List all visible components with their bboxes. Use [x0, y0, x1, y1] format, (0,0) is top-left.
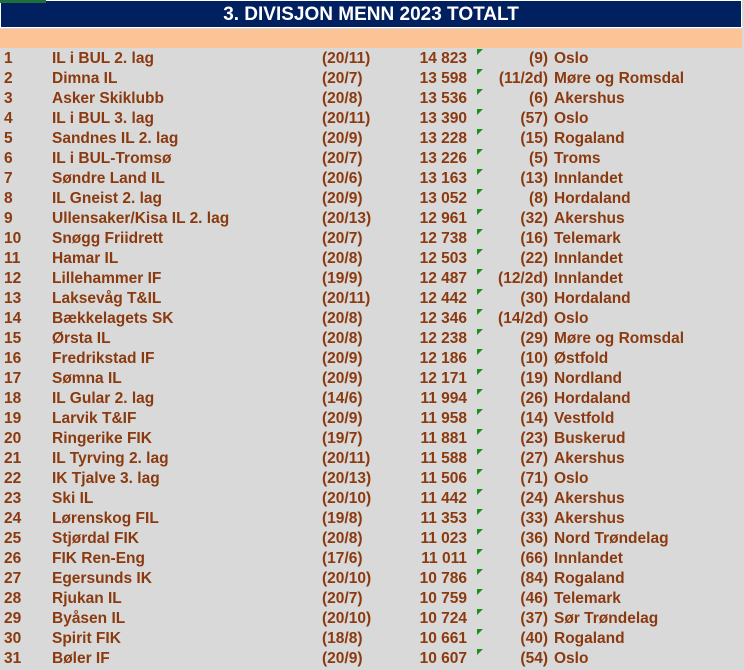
region-rank-cell[interactable]: (57) [520, 110, 548, 127]
club-cell[interactable]: Spirit FIK [52, 630, 121, 647]
region-cell[interactable]: Møre og Romsdal [554, 330, 685, 347]
points-cell[interactable]: 11 994 [420, 390, 467, 407]
points-cell[interactable]: 13 052 [419, 190, 467, 207]
region-cell[interactable]: Innlandet [554, 550, 623, 567]
comment-indicator-icon [477, 249, 483, 255]
region-cell[interactable]: Akershus [554, 450, 625, 467]
region-rank-cell[interactable]: (26) [520, 390, 548, 407]
region-cell[interactable]: Oslo [554, 50, 589, 67]
region-cell[interactable]: Rogaland [554, 130, 625, 147]
record-cell[interactable]: (20/8) [322, 530, 363, 547]
club-cell[interactable]: Lørenskog FIL [52, 510, 159, 527]
region-cell[interactable]: Innlandet [554, 250, 623, 267]
club-cell[interactable]: Fredrikstad IF [52, 350, 155, 367]
points-cell[interactable]: 12 186 [419, 350, 467, 367]
comment-indicator-icon [477, 629, 483, 635]
record-cell[interactable]: (20/7) [322, 590, 363, 607]
record-cell[interactable]: (19/7) [322, 430, 363, 447]
selection-corner-marker [0, 0, 46, 3]
rank-cell[interactable]: 13 [4, 290, 22, 307]
points-cell[interactable]: 12 503 [419, 250, 467, 267]
record-cell[interactable]: (20/9) [322, 650, 363, 667]
comment-indicator-icon [477, 109, 483, 115]
club-cell[interactable]: Laksevåg T&IL [52, 290, 162, 307]
comment-indicator-icon [477, 129, 483, 135]
club-cell[interactable]: Hamar IL [52, 250, 119, 267]
points-cell[interactable]: 12 346 [419, 310, 467, 327]
table-row [0, 469, 744, 489]
region-rank-cell[interactable]: (37) [520, 610, 548, 627]
table-row [0, 509, 744, 529]
region-cell[interactable]: Østfold [554, 350, 609, 367]
rank-cell[interactable]: 3 [4, 90, 13, 107]
record-cell[interactable]: (20/13) [322, 210, 372, 227]
points-cell[interactable]: 11 023 [420, 530, 467, 547]
points-cell[interactable]: 13 226 [419, 150, 467, 167]
table-row [0, 329, 744, 349]
region-cell[interactable]: Sør Trøndelag [554, 610, 659, 627]
region-rank-cell[interactable]: (30) [520, 290, 548, 307]
rank-cell[interactable]: 19 [4, 410, 22, 427]
points-cell[interactable]: 12 738 [419, 230, 467, 247]
rank-cell[interactable]: 14 [4, 310, 22, 327]
rank-cell[interactable]: 31 [4, 650, 22, 667]
table-row [0, 129, 744, 149]
club-cell[interactable]: Dimna IL [52, 70, 118, 87]
points-cell[interactable]: 13 390 [419, 110, 467, 127]
club-cell[interactable]: Bøler IF [52, 650, 110, 667]
region-cell[interactable]: Oslo [554, 310, 589, 327]
region-rank-cell[interactable]: (16) [520, 230, 548, 247]
region-rank-cell[interactable]: (36) [520, 530, 548, 547]
rank-cell[interactable]: 28 [4, 590, 22, 607]
record-cell[interactable]: (20/9) [322, 410, 363, 427]
region-cell[interactable]: Vestfold [554, 410, 615, 427]
club-cell[interactable]: IL Gneist 2. lag [52, 190, 162, 207]
points-cell[interactable]: 13 536 [419, 90, 467, 107]
club-cell[interactable]: Egersunds IK [52, 570, 152, 587]
club-cell[interactable]: Ørsta IL [52, 330, 111, 347]
comment-indicator-icon [477, 349, 483, 355]
club-cell[interactable]: Stjørdal FIK [52, 530, 139, 547]
record-cell[interactable]: (20/9) [322, 130, 363, 147]
table-row [0, 169, 744, 189]
record-cell[interactable]: (19/9) [322, 270, 363, 287]
club-cell[interactable]: Bækkelagets SK [52, 310, 174, 327]
comment-indicator-icon [477, 69, 483, 75]
region-cell[interactable]: Troms [554, 150, 601, 167]
record-cell[interactable]: (20/9) [322, 190, 363, 207]
region-rank-cell[interactable]: (29) [520, 330, 548, 347]
region-cell[interactable]: Oslo [554, 470, 589, 487]
record-cell[interactable]: (20/11) [322, 450, 371, 467]
points-cell[interactable]: 11 881 [420, 430, 467, 447]
club-cell[interactable]: IL i BUL-Tromsø [52, 150, 172, 167]
table-row [0, 89, 744, 109]
region-rank-cell[interactable]: (46) [520, 590, 548, 607]
comment-indicator-icon [477, 529, 483, 535]
rank-cell[interactable]: 30 [4, 630, 22, 647]
club-cell[interactable]: FIK Ren-Eng [52, 550, 145, 567]
table-title[interactable]: 3. DIVISJON MENN 2023 TOTALT [0, 0, 742, 28]
rank-cell[interactable]: 22 [4, 470, 22, 487]
region-cell[interactable]: Telemark [554, 230, 621, 247]
region-cell[interactable]: Akershus [554, 490, 625, 507]
club-cell[interactable]: IL Tyrving 2. lag [52, 450, 169, 467]
region-rank-cell[interactable]: (11/2d) [498, 70, 548, 87]
comment-indicator-icon [477, 49, 483, 55]
comment-indicator-icon [477, 189, 483, 195]
points-cell[interactable]: 12 442 [419, 290, 467, 307]
points-cell[interactable]: 14 823 [419, 50, 467, 67]
region-cell[interactable]: Oslo [554, 110, 589, 127]
club-cell[interactable]: Byåsen IL [52, 610, 126, 627]
comment-indicator-icon [477, 509, 483, 515]
record-cell[interactable]: (20/10) [322, 490, 372, 507]
region-cell[interactable]: Nord Trøndelag [554, 530, 669, 547]
table-row [0, 609, 744, 629]
region-rank-cell[interactable]: (5) [529, 150, 548, 167]
record-cell[interactable]: (20/7) [322, 70, 363, 87]
club-cell[interactable]: Sandnes IL 2. lag [52, 130, 179, 147]
record-cell[interactable]: (17/6) [322, 550, 363, 567]
club-cell[interactable]: Lillehammer IF [52, 270, 162, 287]
table-row [0, 369, 744, 389]
region-cell[interactable]: Akershus [554, 90, 625, 107]
rank-cell[interactable]: 27 [4, 570, 22, 587]
region-cell[interactable]: Innlandet [554, 170, 623, 187]
region-cell[interactable]: Innlandet [554, 270, 623, 287]
club-cell[interactable]: Ringerike FIK [52, 430, 152, 447]
club-cell[interactable]: Larvik T&IF [52, 410, 137, 427]
record-cell[interactable]: (20/11) [322, 290, 371, 307]
region-rank-cell[interactable]: (14) [520, 410, 548, 427]
rank-cell[interactable]: 29 [4, 610, 22, 627]
comment-indicator-icon [477, 289, 483, 295]
comment-indicator-icon [477, 469, 483, 475]
comment-indicator-icon [477, 309, 483, 315]
record-cell[interactable]: (20/7) [322, 150, 363, 167]
region-rank-cell[interactable]: (24) [520, 490, 548, 507]
rank-cell[interactable]: 5 [4, 130, 13, 147]
club-cell[interactable]: Ski IL [52, 490, 94, 507]
record-cell[interactable]: (20/8) [322, 310, 363, 327]
points-cell[interactable]: 12 171 [419, 370, 467, 387]
region-cell[interactable]: Hordaland [554, 390, 631, 407]
table-row [0, 209, 744, 229]
points-cell[interactable]: 10 724 [419, 610, 467, 627]
comment-indicator-icon [477, 229, 483, 235]
region-rank-cell[interactable]: (10) [520, 350, 548, 367]
club-cell[interactable]: IL Gular 2. lag [52, 390, 155, 407]
points-cell[interactable]: 11 011 [421, 550, 467, 567]
record-cell[interactable]: (20/9) [322, 350, 363, 367]
rank-cell[interactable]: 10 [4, 230, 22, 247]
points-cell[interactable]: 10 607 [419, 650, 467, 667]
comment-indicator-icon [477, 269, 483, 275]
comment-indicator-icon [477, 429, 483, 435]
record-cell[interactable]: (20/11) [322, 50, 371, 67]
record-cell[interactable]: (20/11) [322, 110, 371, 127]
table-row [0, 49, 744, 69]
record-cell[interactable]: (20/9) [322, 370, 363, 387]
rank-cell[interactable]: 9 [4, 210, 13, 227]
table-row [0, 189, 744, 209]
rank-cell[interactable]: 12 [4, 270, 22, 287]
comment-indicator-icon [477, 569, 483, 575]
points-cell[interactable]: 12 961 [419, 210, 467, 227]
rank-cell[interactable]: 15 [4, 330, 22, 347]
record-cell[interactable]: (14/6) [322, 390, 363, 407]
region-rank-cell[interactable]: (33) [520, 510, 548, 527]
record-cell[interactable]: (20/7) [322, 230, 363, 247]
region-cell[interactable]: Rogaland [554, 570, 625, 587]
region-rank-cell[interactable]: (14/2d) [498, 310, 548, 327]
club-cell[interactable]: IK Tjalve 3. lag [52, 470, 160, 487]
rank-cell[interactable]: 11 [4, 250, 21, 267]
region-cell[interactable]: Hordaland [554, 290, 631, 307]
table-row [0, 589, 744, 609]
record-cell[interactable]: (20/10) [322, 610, 372, 627]
rank-cell[interactable]: 21 [4, 450, 22, 467]
region-cell[interactable]: Oslo [554, 650, 589, 667]
record-cell[interactable]: (20/8) [322, 330, 363, 347]
region-cell[interactable]: Nordland [554, 370, 623, 387]
region-rank-cell[interactable]: (40) [520, 630, 548, 647]
rank-cell[interactable]: 8 [4, 190, 13, 207]
comment-indicator-icon [477, 489, 483, 495]
comment-indicator-icon [477, 389, 483, 395]
rank-cell[interactable]: 20 [4, 430, 22, 447]
points-cell[interactable]: 12 238 [419, 330, 467, 347]
table-row [0, 569, 744, 589]
comment-indicator-icon [477, 89, 483, 95]
table-row [0, 109, 744, 129]
rank-cell[interactable]: 6 [4, 150, 13, 167]
table-row [0, 389, 744, 409]
region-rank-cell[interactable]: (32) [520, 210, 548, 227]
club-cell[interactable]: IL i BUL 3. lag [52, 110, 154, 127]
points-cell[interactable]: 10 786 [419, 570, 467, 587]
table-row [0, 449, 744, 469]
points-cell[interactable]: 11 442 [420, 490, 467, 507]
region-rank-cell[interactable]: (54) [520, 650, 548, 667]
region-cell[interactable]: Buskerud [554, 430, 626, 447]
rank-cell[interactable]: 26 [4, 550, 22, 567]
record-cell[interactable]: (20/8) [322, 90, 363, 107]
comment-indicator-icon [477, 449, 483, 455]
comment-indicator-icon [477, 169, 483, 175]
region-rank-cell[interactable]: (9) [529, 50, 548, 67]
points-cell[interactable]: 11 958 [420, 410, 467, 427]
record-cell[interactable]: (20/13) [322, 470, 372, 487]
region-cell[interactable]: Møre og Romsdal [554, 70, 685, 87]
region-cell[interactable]: Rogaland [554, 630, 625, 647]
comment-indicator-icon [477, 609, 483, 615]
region-rank-cell[interactable]: (84) [520, 570, 548, 587]
table-row [0, 69, 744, 89]
club-cell[interactable]: IL i BUL 2. lag [52, 50, 154, 67]
region-rank-cell[interactable]: (6) [529, 90, 548, 107]
points-cell[interactable]: 11 588 [420, 450, 467, 467]
club-cell[interactable]: Sømna IL [52, 370, 122, 387]
rank-cell[interactable]: 25 [4, 530, 22, 547]
table-row [0, 649, 744, 669]
comment-indicator-icon [477, 649, 483, 655]
points-cell[interactable]: 13 163 [419, 170, 467, 187]
comment-indicator-icon [477, 369, 483, 375]
rank-cell[interactable]: 24 [4, 510, 22, 527]
region-cell[interactable]: Akershus [554, 210, 625, 227]
comment-indicator-icon [477, 149, 483, 155]
comment-indicator-icon [477, 589, 483, 595]
record-cell[interactable]: (20/6) [322, 170, 363, 187]
club-cell[interactable]: Ullensaker/Kisa IL 2. lag [52, 210, 230, 227]
rank-cell[interactable]: 23 [4, 490, 22, 507]
rank-cell[interactable]: 1 [4, 50, 13, 67]
rank-cell[interactable]: 17 [4, 370, 22, 387]
table-row [0, 409, 744, 429]
points-cell[interactable]: 13 228 [419, 130, 467, 147]
region-cell[interactable]: Hordaland [554, 190, 631, 207]
region-rank-cell[interactable]: (66) [520, 550, 548, 567]
comment-indicator-icon [477, 209, 483, 215]
record-cell[interactable]: (18/8) [322, 630, 363, 647]
record-cell[interactable]: (20/10) [322, 570, 372, 587]
table-row [0, 549, 744, 569]
header-band[interactable] [0, 29, 742, 48]
points-cell[interactable]: 11 353 [420, 510, 467, 527]
table-row [0, 249, 744, 269]
region-rank-cell[interactable]: (13) [520, 170, 548, 187]
club-cell[interactable]: Rjukan IL [52, 590, 122, 607]
club-cell[interactable]: Asker Skiklubb [52, 90, 164, 107]
club-cell[interactable]: Søndre Land IL [52, 170, 165, 187]
region-rank-cell[interactable]: (15) [520, 130, 548, 147]
table-row [0, 269, 744, 289]
region-rank-cell[interactable]: (19) [520, 370, 548, 387]
table-row [0, 289, 744, 309]
record-cell[interactable]: (19/8) [322, 510, 363, 527]
table-row [0, 149, 744, 169]
region-rank-cell[interactable]: (22) [520, 250, 548, 267]
rank-cell[interactable]: 18 [4, 390, 22, 407]
region-rank-cell[interactable]: (8) [529, 190, 548, 207]
table-row [0, 349, 744, 369]
rank-cell[interactable]: 4 [4, 110, 13, 127]
table-row [0, 429, 744, 449]
club-cell[interactable]: Snøgg Friidrett [52, 230, 164, 247]
region-rank-cell[interactable]: (27) [520, 450, 548, 467]
rank-cell[interactable]: 16 [4, 350, 22, 367]
rank-cell[interactable]: 7 [4, 170, 13, 187]
comment-indicator-icon [477, 549, 483, 555]
points-cell[interactable]: 11 506 [420, 470, 467, 487]
table-row [0, 529, 744, 549]
table-row [0, 229, 744, 249]
points-cell[interactable]: 10 759 [419, 590, 467, 607]
points-cell[interactable]: 13 598 [419, 70, 467, 87]
rank-cell[interactable]: 2 [4, 70, 13, 87]
record-cell[interactable]: (20/8) [322, 250, 363, 267]
points-cell[interactable]: 10 661 [419, 630, 467, 647]
table-row [0, 309, 744, 329]
points-cell[interactable]: 12 487 [419, 270, 467, 287]
region-cell[interactable]: Telemark [554, 590, 621, 607]
region-rank-cell[interactable]: (71) [520, 470, 548, 487]
region-cell[interactable]: Akershus [554, 510, 625, 527]
comment-indicator-icon [477, 329, 483, 335]
table-row [0, 489, 744, 509]
region-rank-cell[interactable]: (12/2d) [498, 270, 548, 287]
region-rank-cell[interactable]: (23) [520, 430, 548, 447]
comment-indicator-icon [477, 409, 483, 415]
table-row [0, 629, 744, 649]
